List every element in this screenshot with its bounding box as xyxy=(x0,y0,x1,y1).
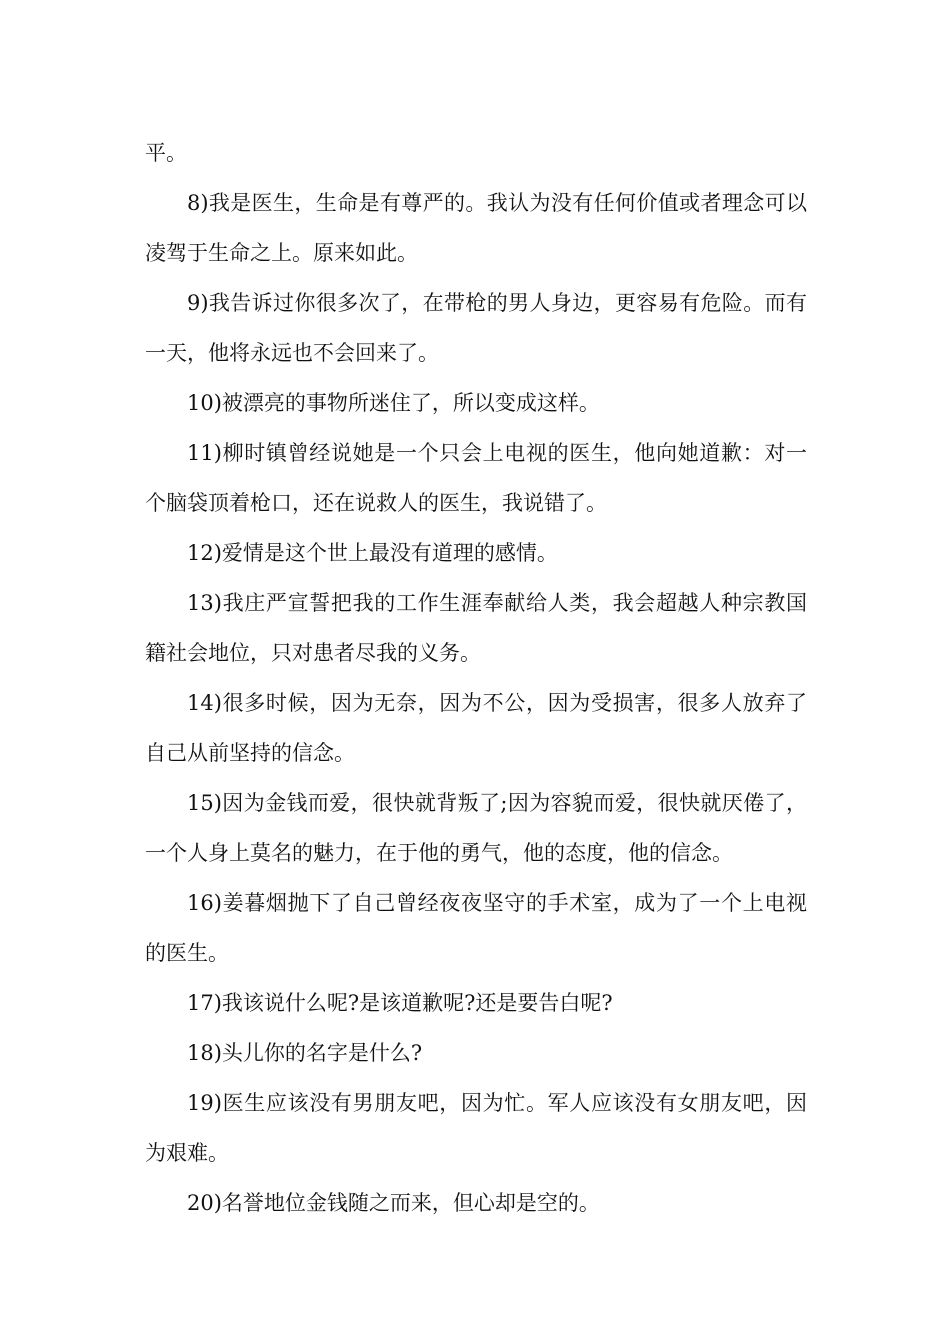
paragraph-continuation: 平。 xyxy=(145,141,187,165)
paragraph-10: 10)被漂亮的事物所迷住了，所以变成这样。 xyxy=(187,391,600,415)
paragraph-19: 19)医生应该没有男朋友吧，因为忙。军人应该没有女朋友吧，因为艰难。 xyxy=(145,1091,807,1165)
paragraph-12: 12)爱情是这个世上最没有道理的感情。 xyxy=(187,541,558,565)
paragraph-9: 9)我告诉过你很多次了，在带枪的男人身边，更容易有危险。而有一天，他将永远也不会回来了。 xyxy=(145,291,807,365)
paragraph-15: 15)因为金钱而爱，很快就背叛了;因为容貌而爱，很快就厌倦了，一个人身上莫名的魅力，在于他的勇气，他的态度，他的信念。 xyxy=(145,791,807,865)
paragraph-8: 8)我是医生，生命是有尊严的。我认为没有任何价值或者理念可以凌驾于生命之上。原来如此。 xyxy=(145,191,807,265)
paragraph-11: 11)柳时镇曾经说她是一个只会上电视的医生，他向她道歉：对一个脑袋顶着枪口，还在说救人的医生，我说错了。 xyxy=(145,441,807,515)
paragraph-18: 18)头儿你的名字是什么? xyxy=(187,1041,423,1065)
paragraph-14: 14)很多时候，因为无奈，因为不公，因为受损害，很多人放弃了自己从前坚持的信念。 xyxy=(145,691,807,765)
paragraph-16: 16)姜暮烟抛下了自己曾经夜夜坚守的手术室，成为了一个上电视的医生。 xyxy=(145,891,807,965)
document-body xyxy=(145,128,807,1228)
paragraph-13: 13)我庄严宣誓把我的工作生涯奉献给人类，我会超越人种宗教国籍社会地位，只对患者尽我的义务。 xyxy=(145,591,807,665)
paragraph-17: 17)我该说什么呢?是该道歉呢?还是要告白呢? xyxy=(187,991,613,1015)
paragraph-20: 20)名誉地位金钱随之而来，但心却是空的。 xyxy=(187,1191,600,1215)
